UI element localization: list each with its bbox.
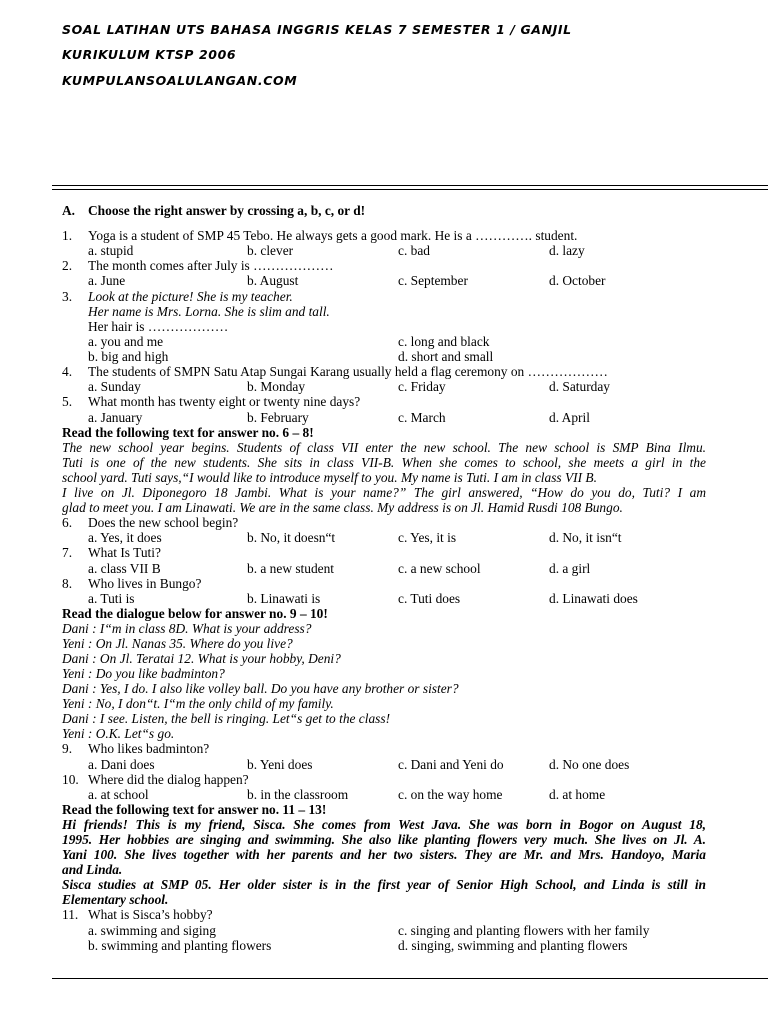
option-b[interactable]: b. August — [247, 273, 299, 288]
option-b[interactable]: b. Monday — [247, 379, 306, 394]
reading-2-line3: Yani 100. She lives together with her parents and her two sisters. They are Mr. and Mrs. Handoyo, Maria — [62, 847, 706, 862]
question-number: 1. — [62, 228, 73, 243]
option-a[interactable]: a. stupid — [88, 243, 134, 258]
reading-1-line2: Tuti is one of the new students. She sits in class VII-B. When she comes to school, she meets a girl in the — [62, 455, 706, 470]
question-number: 5. — [62, 394, 73, 409]
reading-1-line5: glad to meet you. I am Linawati. We are in the same class. My address is on Jl. Hamid Rusdi 108 Bungo. — [62, 500, 623, 515]
reading-2-line6: Elementary school. — [62, 892, 169, 907]
option-c[interactable]: c. Tuti does — [398, 591, 461, 606]
option-a[interactable]: a. Tuti is — [88, 591, 135, 606]
question-number: 3. — [62, 289, 73, 304]
option-b[interactable]: b. swimming and planting flowers — [88, 938, 272, 953]
option-c[interactable]: c. Friday — [398, 379, 446, 394]
option-d[interactable]: d. No, it isn“t — [549, 530, 622, 545]
question-number: 7. — [62, 545, 73, 560]
dialog-line: Yeni : No, I don“t. I“m the only child of my family. — [62, 696, 334, 711]
section-instruction: Choose the right answer by crossing a, b, c, or d! — [88, 203, 366, 218]
option-a[interactable]: a. Yes, it does — [88, 530, 162, 545]
question-number: 2. — [62, 258, 73, 273]
option-c[interactable]: c. a new school — [398, 561, 481, 576]
question-text-line3: Her hair is ……………… — [88, 319, 229, 334]
option-a[interactable]: a. Sunday — [88, 379, 141, 394]
option-b[interactable]: b. a new student — [247, 561, 335, 576]
option-c[interactable]: c. Dani and Yeni do — [398, 757, 504, 772]
reading-2-line5: Sisca studies at SMP 05. Her older sister is in the first year of Senior High School, and Linda is still in — [62, 877, 706, 892]
option-a[interactable]: a. you and me — [88, 334, 164, 349]
header-title: SOAL LATIHAN UTS BAHASA INGGRIS KELAS 7 SEMESTER 1 / GANJIL — [62, 22, 572, 37]
dialog-title: Read the dialogue below for answer no. 9 – 10! — [62, 606, 328, 621]
option-a[interactable]: a. at school — [88, 787, 149, 802]
dialog-line: Yeni : O.K. Let“s go. — [62, 726, 175, 741]
question-text: What month has twenty eight or twenty nine days? — [88, 394, 361, 409]
option-c[interactable]: c. Yes, it is — [398, 530, 457, 545]
option-b[interactable]: b. Yeni does — [247, 757, 313, 772]
option-a[interactable]: a. Dani does — [88, 757, 155, 772]
option-c[interactable]: c. bad — [398, 243, 430, 258]
reading-2-line2: 1995. Her hobbies are singing and swimming. She also like planting flowers very much. She lives on Jl. A. — [62, 832, 706, 847]
option-a[interactable]: a. class VII B — [88, 561, 161, 576]
reading-2-line1: Hi friends! This is my friend, Sisca. She comes from West Java. She was born in Bogor on August 18, — [62, 817, 706, 832]
option-c[interactable]: c. on the way home — [398, 787, 503, 802]
question-text-line2: Her name is Mrs. Lorna. She is slim and tall. — [88, 304, 330, 319]
divider-bottom — [52, 189, 768, 190]
option-d[interactable]: d. October — [549, 273, 606, 288]
reading-1-line4: I live on Jl. Diponegoro 18 Jambi. What is your name?” The girl answered, “How do you do, Tuti? I am — [62, 485, 706, 500]
option-c[interactable]: c. September — [398, 273, 468, 288]
option-c[interactable]: c. singing and planting flowers with her family — [398, 923, 650, 938]
question-text: The month comes after July is ……………… — [88, 258, 334, 273]
question-number: 4. — [62, 364, 73, 379]
reading-1-line3: school yard. Tuti says,“I would like to introduce myself to you. My name is Tuti. I am in class VII B. — [62, 470, 597, 485]
dialog-line: Dani : On Jl. Teratai 12. What is your hobby, Deni? — [62, 651, 341, 666]
question-text: The students of SMPN Satu Atap Sungai Karang usually held a flag ceremony on ……………… — [88, 364, 608, 379]
dialog-line: Yeni : On Jl. Nanas 35. Where do you live? — [62, 636, 293, 651]
option-c[interactable]: c. March — [398, 410, 446, 425]
option-b[interactable]: b. big and high — [88, 349, 169, 364]
header-website: KUMPULANSOALULANGAN.COM — [62, 73, 298, 88]
option-d[interactable]: d. at home — [549, 787, 606, 802]
divider-top — [52, 185, 768, 186]
reading-1-line1: The new school year begins. Students of class VII enter the new school. The new school is SMP Bina Ilmu. — [62, 440, 706, 455]
dialog-line: Dani : Yes, I do. I also like volley ball. Do you have any brother or sister? — [62, 681, 459, 696]
option-d[interactable]: d. No one does — [549, 757, 630, 772]
question-text: What Is Tuti? — [88, 545, 161, 560]
option-a[interactable]: a. January — [88, 410, 143, 425]
question-text: Yoga is a student of SMP 45 Tebo. He always gets a good mark. He is a …………. student. — [88, 228, 578, 243]
section-label: A. — [62, 203, 76, 218]
question-text: Where did the dialog happen? — [88, 772, 249, 787]
option-d[interactable]: d. lazy — [549, 243, 585, 258]
dialog-line: Dani : I“m in class 8D. What is your address? — [62, 621, 312, 636]
option-d[interactable]: d. April — [549, 410, 590, 425]
question-text: What is Sisca’s hobby? — [88, 907, 213, 922]
dialog-line: Dani : I see. Listen, the bell is ringing. Let“s get to the class! — [62, 711, 391, 726]
question-number: 9. — [62, 741, 73, 756]
option-c[interactable]: c. long and black — [398, 334, 490, 349]
dialog-line: Yeni : Do you like badminton? — [62, 666, 225, 681]
reading-2-line4: and Linda. — [62, 862, 123, 877]
header-curriculum: KURIKULUM KTSP 2006 — [62, 47, 237, 62]
question-text-line1: Look at the picture! She is my teacher. — [88, 289, 293, 304]
option-d[interactable]: d. a girl — [549, 561, 591, 576]
option-b[interactable]: b. Linawati is — [247, 591, 321, 606]
option-a[interactable]: a. June — [88, 273, 126, 288]
option-a[interactable]: a. swimming and siging — [88, 923, 216, 938]
option-b[interactable]: b. February — [247, 410, 309, 425]
question-number: 10. — [62, 772, 79, 787]
option-b[interactable]: b. in the classroom — [247, 787, 349, 802]
question-text: Who lives in Bungo? — [88, 576, 202, 591]
reading-2-title: Read the following text for answer no. 11 – 13! — [62, 802, 327, 817]
option-d[interactable]: d. short and small — [398, 349, 494, 364]
question-number: 6. — [62, 515, 73, 530]
option-b[interactable]: b. clever — [247, 243, 294, 258]
question-text: Does the new school begin? — [88, 515, 239, 530]
option-b[interactable]: b. No, it doesn“t — [247, 530, 336, 545]
option-d[interactable]: d. Linawati does — [549, 591, 638, 606]
divider-footer — [52, 978, 768, 979]
question-number: 11. — [62, 907, 79, 922]
option-d[interactable]: d. Saturday — [549, 379, 610, 394]
option-d[interactable]: d. singing, swimming and planting flowers — [398, 938, 628, 953]
reading-1-title: Read the following text for answer no. 6 – 8! — [62, 425, 314, 440]
question-number: 8. — [62, 576, 73, 591]
question-text: Who likes badminton? — [88, 741, 210, 756]
